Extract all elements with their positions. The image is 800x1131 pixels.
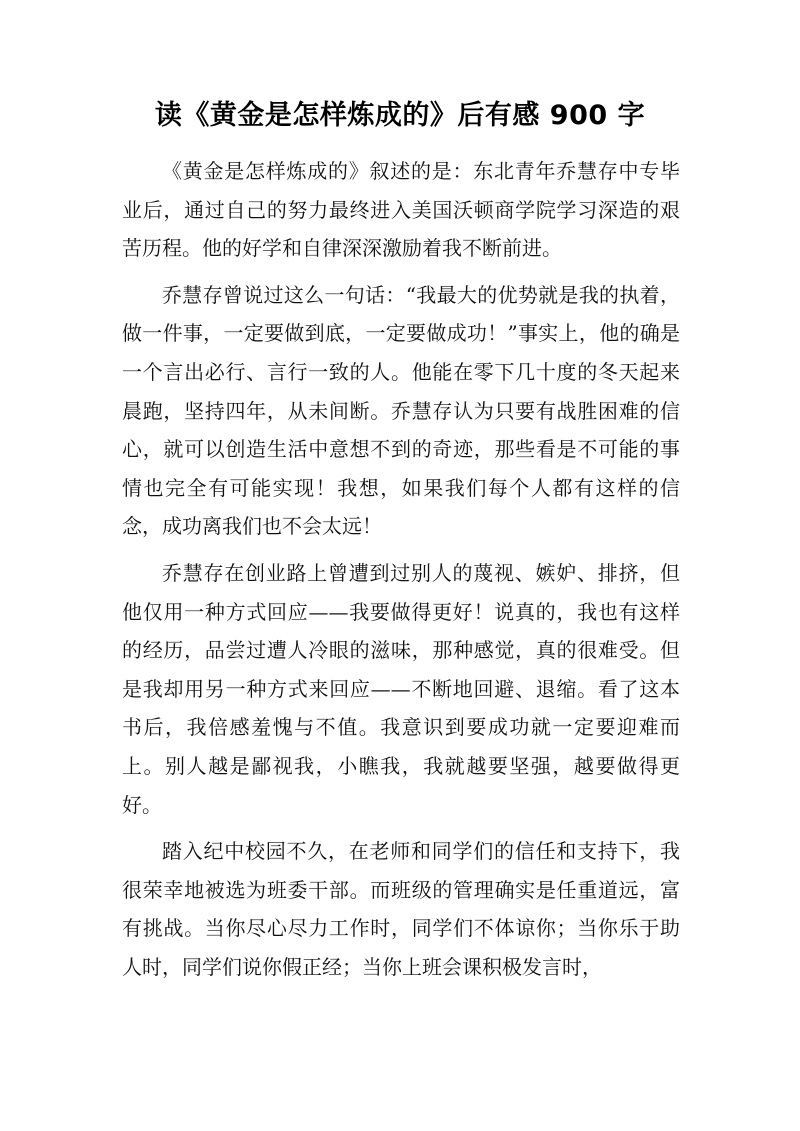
paragraph-4: 踏入纪中校园不久，在老师和同学们的信任和支持下，我很荣幸地被选为班委干部。而班级的管理确实是任重道远，富有挑战。当你尽心尽力工作时，同学们不体谅你；当你乐于助人时，同学们说你假正经；当你上班会课积极发言时，	[122, 839, 680, 979]
document-title: 读《黄金是怎样炼成的》后有感 900 字	[154, 100, 646, 131]
paragraph-1: 《黄金是怎样炼成的》叙述的是：东北青年乔慧存中专毕业后，通过自己的努力最终进入美国沃顿商学院学习深造的艰苦历程。他的好学和自律深深激励着我不断前进。	[122, 159, 680, 261]
paragraph-3: 乔慧存在创业路上曾遭到过别人的蔑视、嫉妒、排挤，但他仅用一种方式回应——我要做得更好！说真的，我也有这样的经历，品尝过遭人冷眼的滋味，那种感觉，真的很难受。但是我却用另一种方式来回应——不断地回避、退缩。看了这本书后，我倍感羞愧与不值。我意识到要成功就一定要迎难而上。别人越是鄙视我，小瞧我，我就越要坚强，越要做得更好。	[122, 560, 680, 817]
document-body	[122, 152, 680, 994]
paragraph-2: 乔慧存曾说过这么一句话：“我最大的优势就是我的执着，做一件事，一定要做到底，一定要做成功！”事实上，他的确是一个言出必行、言行一致的人。他能在零下几十度的冬天起来晨跑，坚持四年，从未间断。乔慧存认为只要有战胜困难的信心，就可以创造生活中意想不到的奇迹，那些看是不可能的事情也完全有可能实现！我想，如果我们每个人都有这样的信念，成功离我们也不会太远！	[122, 282, 680, 539]
